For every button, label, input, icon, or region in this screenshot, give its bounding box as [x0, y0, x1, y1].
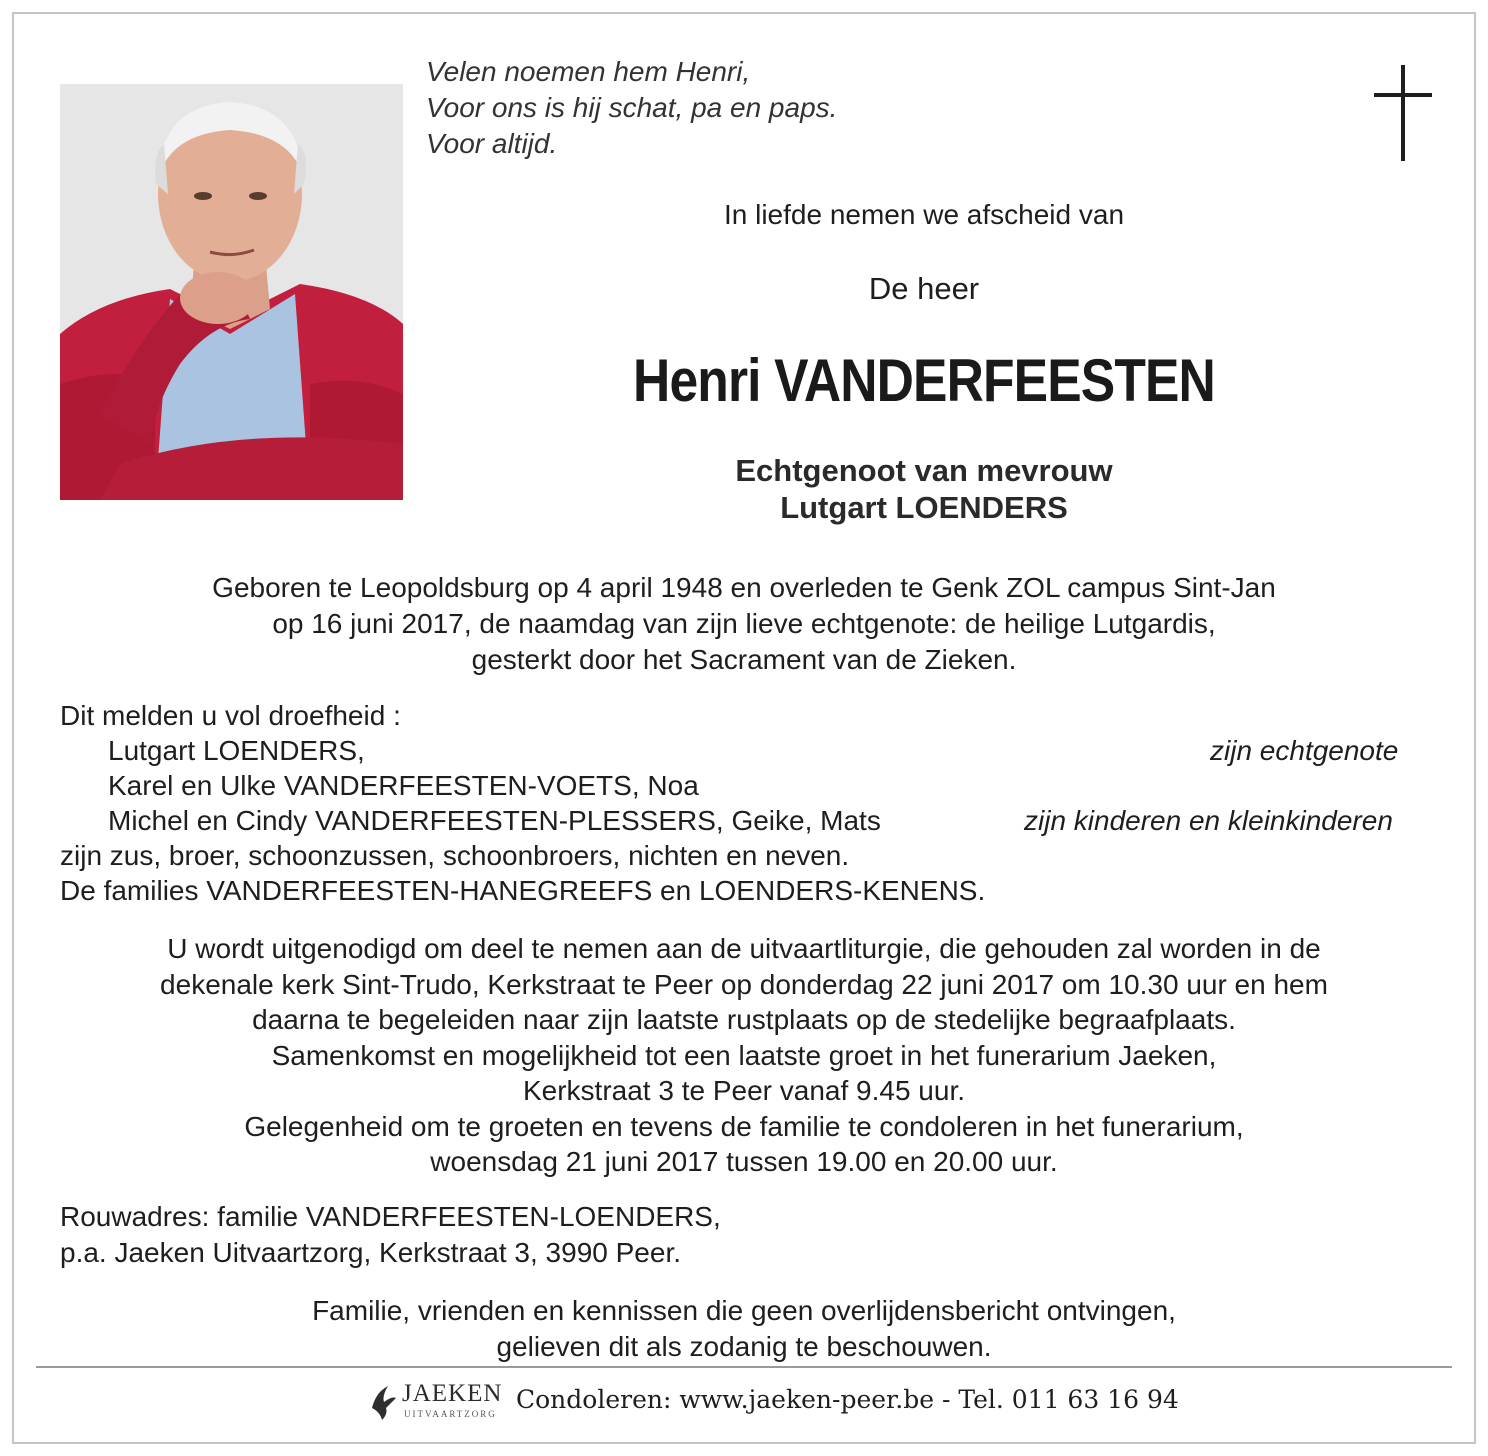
notice-line: gelieven dit als zodanig te beschouwen.: [496, 1331, 992, 1362]
deceased-name: Henri VANDERFEESTEN: [633, 347, 1215, 414]
mourner-name: Karel en Ulke VANDERFEESTEN-VOETS, Noa: [108, 770, 699, 801]
address-line: p.a. Jaeken Uitvaartzorg, Kerkstraat 3, 3990 Peer.: [60, 1237, 682, 1268]
mourner-name: Michel en Cindy VANDERFEESTEN-PLESSERS, Geike, Mats: [108, 805, 881, 836]
invitation-line: dekenale kerk Sint-Trudo, Kerkstraat te Peer op donderdag 22 juni 2017 om 10.30 uur en hem: [160, 968, 1328, 1000]
birth-line: Geboren te Leopoldsburg op 4 april 1948 en overleden te Genk ZOL campus Sint-Jan: [212, 572, 1276, 603]
logo-subtitle: UITVAARTZORG: [404, 1409, 497, 1419]
spouse-block: [614, 452, 1234, 526]
mourners-heading: Dit melden u vol droefheid :: [60, 700, 401, 731]
cross-icon: [1374, 65, 1432, 161]
spouse-line: Lutgart LOENDERS: [780, 490, 1068, 525]
families-line: De families VANDERFEESTEN-HANEGREEFS en LOENDERS-KENENS.: [60, 875, 986, 906]
footer-divider: [36, 1366, 1452, 1368]
invitation-line: Gelegenheid om te groeten en tevens de familie te condoleren in het funerarium,: [244, 1110, 1244, 1142]
birth-line: gesterkt door het Sacrament van de Zieken.: [471, 644, 1017, 675]
poem-line: Voor altijd.: [426, 128, 558, 159]
mourner-relation: zijn kinderen en kleinkinderen: [1024, 805, 1393, 836]
jaeken-logo: [366, 1376, 506, 1430]
title-prefix: De heer: [868, 271, 980, 306]
invitation-line: Samenkomst en mogelijkheid tot een laatste groet in het funerarium Jaeken,: [271, 1039, 1217, 1071]
relatives-line: zijn zus, broer, schoonzussen, schoonbroers, nichten en neven.: [60, 840, 850, 871]
mourner-name: Lutgart LOENDERS,: [108, 735, 365, 766]
mourning-address: [60, 1199, 721, 1271]
address-line: Rouwadres: familie VANDERFEESTEN-LOENDERS,: [60, 1201, 721, 1232]
notice-line: Familie, vrienden en kennissen die geen overlijdensbericht ontvingen,: [312, 1295, 1176, 1326]
condolence-contact: Condoleren: www.jaeken-peer.be - Tel. 011 63 16 94: [516, 1385, 1179, 1414]
intro-text: In liefde nemen we afscheid van: [723, 199, 1125, 230]
mourner-row: [60, 733, 1450, 768]
dove-icon: [368, 1382, 398, 1422]
closing-notice: [14, 1293, 1474, 1365]
mourner-relation: zijn echtgenote: [1210, 735, 1399, 766]
mourner-row: [60, 768, 1450, 803]
invitation-line: woensdag 21 juni 2017 tussen 19.00 en 20.00 uur.: [430, 1146, 1058, 1177]
invitation-paragraph: [14, 931, 1474, 1180]
invitation-line: U wordt uitgenodigd om deel te nemen aan de uitvaartliturgie, die gehouden zal worden in de: [167, 933, 1321, 964]
poem-line: Voor ons is hij schat, pa en paps.: [426, 92, 838, 123]
birth-line: op 16 juni 2017, de naamdag van zijn lieve echtgenote: de heilige Lutgardis,: [272, 608, 1216, 639]
birth-death-paragraph: [14, 570, 1474, 678]
mourners-list: [60, 698, 1450, 908]
spouse-line: Echtgenoot van mevrouw: [735, 453, 1113, 488]
mourner-row: [60, 803, 1450, 838]
portrait-illustration: [60, 84, 403, 500]
poem-line: Velen noemen hem Henri,: [426, 56, 751, 87]
logo-brand: JAEKEN: [402, 1380, 503, 1407]
obituary-card: [12, 12, 1476, 1444]
portrait-photo: [60, 84, 403, 500]
invitation-line: Kerkstraat 3 te Peer vanaf 9.45 uur.: [522, 1075, 966, 1106]
invitation-line: daarna te begeleiden naar zijn laatste rustplaats op de stedelijke begraafplaats.: [252, 1004, 1236, 1035]
poem: [426, 54, 837, 162]
